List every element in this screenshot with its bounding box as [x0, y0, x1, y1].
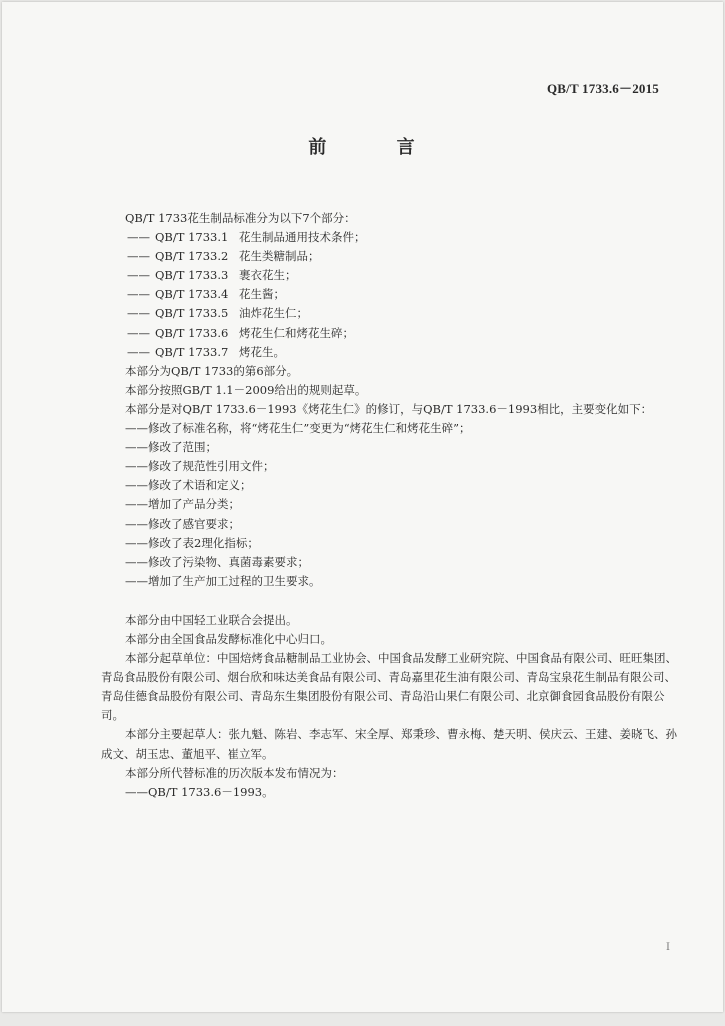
changes-list: [125, 419, 683, 591]
list-item: —— QB/T 1733.3 裹衣花生；: [127, 268, 297, 283]
history-item: ——QB/T 1733.6－1993。: [125, 784, 274, 799]
foreword-body: [101, 209, 683, 802]
proposer-statement: 本部分由中国轻工业联合会提出。: [125, 612, 298, 627]
history-intro: 本部分所代替标准的历次版本发布情况为：: [125, 765, 344, 780]
page-number: I: [666, 942, 670, 953]
standard-code: QB/T 1733.6－2015: [546, 81, 659, 96]
list-item: ——修改了污染物、真菌毒素要求；: [125, 554, 309, 569]
part-statement: 本部分为QB/T 1733的第6部分。: [125, 363, 299, 378]
list-item: —— QB/T 1733.4 花生酱；: [127, 287, 285, 302]
list-item: —— QB/T 1733.5 油炸花生仁；: [127, 306, 308, 321]
list-item: ——修改了表2理化指标；: [125, 535, 259, 550]
list-item: —— QB/T 1733.7 烤花生。: [127, 344, 285, 359]
parts-list: [125, 228, 683, 362]
list-item: ——修改了标准名称，将“烤花生仁”变更为“烤花生仁和烤花生碎”；: [125, 421, 471, 436]
list-item: —— QB/T 1733.6 烤花生仁和烤花生碎；: [127, 325, 354, 340]
list-item: ——修改了规范性引用文件；: [125, 459, 275, 474]
list-item: ——增加了产品分类；: [125, 497, 240, 512]
page-title: 前 言: [308, 137, 447, 158]
administrator-statement: 本部分由全国食品发酵标准化中心归口。: [125, 631, 332, 646]
drafters-paragraph: 本部分主要起草人：张九魁、陈岩、李志军、宋全厚、郑秉珍、曹永梅、楚天明、侯庆云、王建、姜晓飞、孙成文、胡玉忠、董旭平、崔立军。: [101, 727, 677, 761]
list-item: —— QB/T 1733.1 花生制品通用技术条件；: [127, 230, 366, 245]
list-item: ——修改了术语和定义；: [125, 478, 252, 493]
list-item: —— QB/T 1733.2 花生类糖制品；: [127, 249, 320, 264]
drafting-units-paragraph: 本部分起草单位：中国焙烤食品糖制品工业协会、中国食品发酵工业研究院、中国食品有限公司、旺旺集团、青岛食品股份有限公司、烟台欣和味达美食品有限公司、青岛嘉里花生油有限公司、青岛宝泉花生制品有限公司、青岛佳德食品股份有限公司、青岛东生集团股份有限公司、青岛沿山果仁有限公司、北京御食园食品股份有限公司。: [101, 651, 677, 723]
document-page: [2, 2, 723, 1012]
list-item: ——修改了范围；: [125, 440, 217, 455]
revision-statement: 本部分是对QB/T 1733.6－1993《烤花生仁》的修订，与QB/T 1733.6－1993相比，主要变化如下：: [125, 401, 653, 416]
list-item: ——修改了感官要求；: [125, 516, 240, 531]
list-item: ——增加了生产加工过程的卫生要求。: [125, 573, 321, 588]
parts-intro: QB/T 1733花生制品标准分为以下7个部分：: [125, 211, 356, 225]
drafting-rules-statement: 本部分按照GB/T 1.1－2009给出的规则起草。: [125, 382, 367, 397]
